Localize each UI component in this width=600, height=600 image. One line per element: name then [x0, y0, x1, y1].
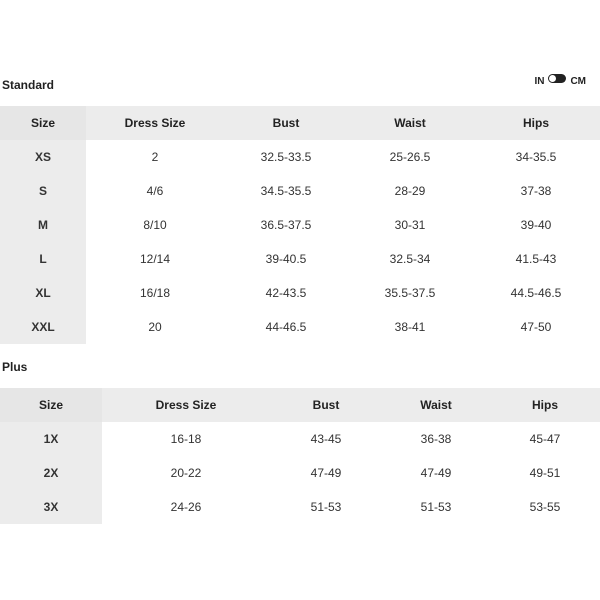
table-cell: 32.5-34 — [389, 252, 431, 266]
column-header: Size — [0, 388, 102, 422]
plus-size-table — [0, 388, 600, 524]
table-row — [0, 276, 600, 310]
table-cell: 53-55 — [529, 500, 561, 514]
table-cell: 41.5-43 — [515, 252, 557, 266]
table-row — [0, 242, 600, 276]
table-cell: 24-26 — [170, 500, 202, 514]
table-cell: 43-45 — [310, 432, 342, 446]
table-cell: 37-38 — [520, 184, 552, 198]
column-header: Waist — [348, 106, 472, 140]
table-cell: 44.5-46.5 — [510, 286, 562, 300]
size-label-cell: XXL — [0, 310, 86, 344]
toggle-switch-icon[interactable] — [548, 74, 566, 83]
column-header: Size — [0, 106, 86, 140]
table-cell: 20 — [148, 320, 162, 334]
table-row — [0, 208, 600, 242]
plus-section-title: Plus — [2, 360, 28, 374]
size-label-cell: 1X — [0, 422, 102, 456]
table-cell: 39-40.5 — [265, 252, 307, 266]
table-cell: 42-43.5 — [265, 286, 307, 300]
table-cell: 34-35.5 — [515, 150, 557, 164]
column-header: Dress Size — [102, 388, 270, 422]
unit-toggle[interactable] — [534, 76, 586, 87]
unit-cm-label[interactable]: CM — [570, 76, 586, 87]
table-row — [0, 422, 600, 456]
table-cell: 34.5-35.5 — [260, 184, 312, 198]
table-cell: 32.5-33.5 — [260, 150, 312, 164]
column-header: Bust — [224, 106, 348, 140]
table-cell: 16-18 — [170, 432, 202, 446]
table-cell: 36.5-37.5 — [260, 218, 312, 232]
size-label-cell: M — [0, 208, 86, 242]
column-header: Hips — [472, 106, 600, 140]
table-cell: 51-53 — [420, 500, 452, 514]
table-row — [0, 140, 600, 174]
table-row — [0, 174, 600, 208]
table-cell: 25-26.5 — [389, 150, 431, 164]
table-cell: 20-22 — [170, 466, 202, 480]
size-label-cell: L — [0, 242, 86, 276]
table-header-row — [0, 106, 600, 140]
size-label-cell: 2X — [0, 456, 102, 490]
table-row — [0, 310, 600, 344]
table-cell: 30-31 — [394, 218, 426, 232]
size-label-cell: 3X — [0, 490, 102, 524]
table-cell: 44-46.5 — [265, 320, 307, 334]
table-cell: 36-38 — [420, 432, 452, 446]
table-header-row — [0, 388, 600, 422]
column-header: Bust — [270, 388, 382, 422]
table-row — [0, 490, 600, 524]
table-cell: 38-41 — [394, 320, 426, 334]
table-cell: 8/10 — [143, 218, 167, 232]
standard-size-table — [0, 106, 600, 344]
table-row — [0, 456, 600, 490]
table-cell: 16/18 — [139, 286, 171, 300]
size-label-cell: XS — [0, 140, 86, 174]
table-cell: 2 — [151, 150, 159, 164]
table-cell: 45-47 — [529, 432, 561, 446]
column-header: Dress Size — [86, 106, 224, 140]
table-cell: 12/14 — [139, 252, 171, 266]
table-cell: 47-49 — [420, 466, 452, 480]
standard-section-title: Standard — [2, 78, 55, 92]
table-cell: 28-29 — [394, 184, 426, 198]
table-cell: 47-49 — [310, 466, 342, 480]
table-cell: 35.5-37.5 — [384, 286, 436, 300]
size-label-cell: XL — [0, 276, 86, 310]
column-header: Waist — [382, 388, 490, 422]
column-header: Hips — [490, 388, 600, 422]
toggle-knob — [549, 75, 556, 82]
unit-in-label[interactable]: IN — [534, 76, 545, 87]
table-cell: 51-53 — [310, 500, 342, 514]
table-cell: 39-40 — [520, 218, 552, 232]
table-cell: 4/6 — [146, 184, 164, 198]
table-cell: 49-51 — [529, 466, 561, 480]
size-label-cell: S — [0, 174, 86, 208]
table-cell: 47-50 — [520, 320, 552, 334]
